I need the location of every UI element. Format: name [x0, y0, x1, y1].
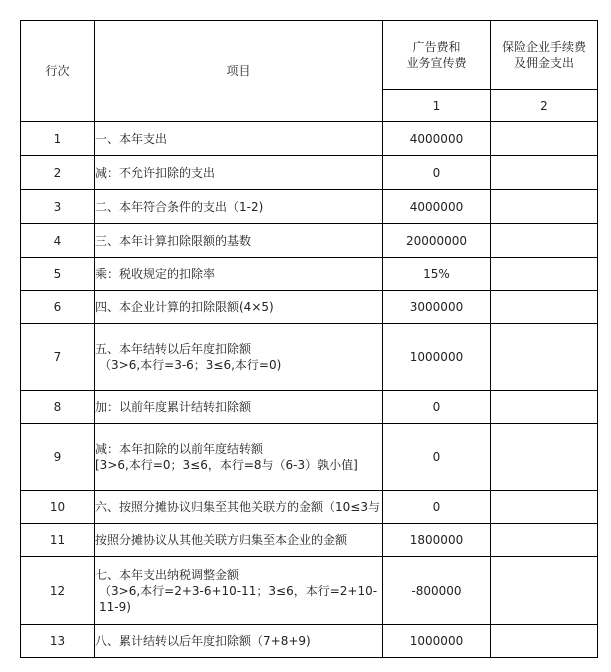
table-row [21, 524, 598, 557]
row-item [95, 557, 383, 625]
row-ad-value: 3000000 [383, 291, 491, 324]
table-row [21, 291, 598, 324]
row-ins-value [491, 190, 598, 224]
header-ins-line2: 及佣金支出 [513, 56, 574, 70]
header-insurance-commission [491, 21, 598, 90]
row-item [95, 324, 383, 391]
row-ins-value [491, 122, 598, 156]
row-number: 8 [21, 391, 95, 424]
header-ad-line2: 业务宣传费 [406, 56, 467, 70]
row-ad-value: 4000000 [383, 190, 491, 224]
row-item: 减：不允许扣除的支出 [95, 156, 383, 190]
row-number: 9 [21, 424, 95, 491]
row-item: 按照分摊协议从其他关联方归集至本企业的金额 [95, 524, 383, 557]
row-number: 10 [21, 491, 95, 524]
table-row [21, 391, 598, 424]
table-row [21, 224, 598, 258]
header-row [21, 21, 598, 90]
row-ad-value: -800000 [383, 557, 491, 625]
header-ad-col-number: 1 [383, 90, 491, 122]
row-item: 二、本年符合条件的支出（1-2) [95, 190, 383, 224]
row-number: 11 [21, 524, 95, 557]
row-number: 4 [21, 224, 95, 258]
row-item-formula: （3>6,本行=2+3-6+10-11；3≤6，本行=2+10-11-9) [99, 583, 378, 614]
row-number: 5 [21, 258, 95, 291]
header-row-no: 行次 [21, 21, 95, 122]
table-row [21, 424, 598, 491]
row-item: 加：以前年度累计结转扣除额 [95, 391, 383, 424]
row-number: 2 [21, 156, 95, 190]
table-row [21, 122, 598, 156]
row-ins-value [491, 258, 598, 291]
row-number: 1 [21, 122, 95, 156]
row-item: 四、本企业计算的扣除限额(4×5) [95, 291, 383, 324]
table-row [21, 258, 598, 291]
row-ad-value: 15% [383, 258, 491, 291]
row-ad-value: 0 [383, 391, 491, 424]
row-ad-value: 1000000 [383, 625, 491, 658]
table-row [21, 156, 598, 190]
row-ins-value [491, 156, 598, 190]
row-item-title: 七、本年支出纳税调整金额 [95, 567, 240, 582]
header-ins-line1: 保险企业手续费 [501, 40, 586, 54]
row-ins-value [491, 324, 598, 391]
row-ins-value [491, 291, 598, 324]
row-item-title: 五、本年结转以后年度扣除额 [95, 342, 252, 356]
adjustment-table [20, 20, 598, 658]
header-ad-line1: 广告费和 [412, 40, 461, 54]
row-item [95, 424, 383, 491]
row-ad-value: 1800000 [383, 524, 491, 557]
table-row [21, 324, 598, 391]
row-ad-value: 20000000 [383, 224, 491, 258]
header-ins-col-number: 2 [491, 90, 598, 122]
header-item: 项目 [95, 21, 383, 122]
row-number: 13 [21, 625, 95, 658]
row-item-title: 减：本年扣除的以前年度结转额 [95, 442, 264, 456]
row-item: 三、本年计算扣除限额的基数 [95, 224, 383, 258]
row-number: 3 [21, 190, 95, 224]
row-ad-value: 0 [383, 424, 491, 491]
row-item-formula: [3>6,本行=0；3≤6，本行=8与（6-3）孰小值] [95, 458, 358, 472]
row-item: 八、累计结转以后年度扣除额（7+8+9) [95, 625, 383, 658]
table-row [21, 190, 598, 224]
row-item: 一、本年支出 [95, 122, 383, 156]
header-ad-expense [383, 21, 491, 90]
row-ad-value: 1000000 [383, 324, 491, 391]
row-number: 6 [21, 291, 95, 324]
row-ins-value [491, 625, 598, 658]
row-number: 7 [21, 324, 95, 391]
row-item-formula: （3>6,本行=3-6；3≤6,本行=0) [99, 358, 282, 372]
row-ad-value: 0 [383, 156, 491, 190]
table-row [21, 491, 598, 524]
row-ins-value [491, 224, 598, 258]
table-row [21, 557, 598, 625]
row-ins-value [491, 557, 598, 625]
row-ins-value [491, 491, 598, 524]
row-number: 12 [21, 557, 95, 625]
row-item: 六、按照分摊协议归集至其他关联方的金额（10≤3与 [95, 491, 383, 524]
table-row [21, 625, 598, 658]
row-ins-value [491, 391, 598, 424]
row-ad-value: 4000000 [383, 122, 491, 156]
row-item: 乘：税收规定的扣除率 [95, 258, 383, 291]
row-ins-value [491, 524, 598, 557]
row-ad-value: 0 [383, 491, 491, 524]
row-ins-value [491, 424, 598, 491]
